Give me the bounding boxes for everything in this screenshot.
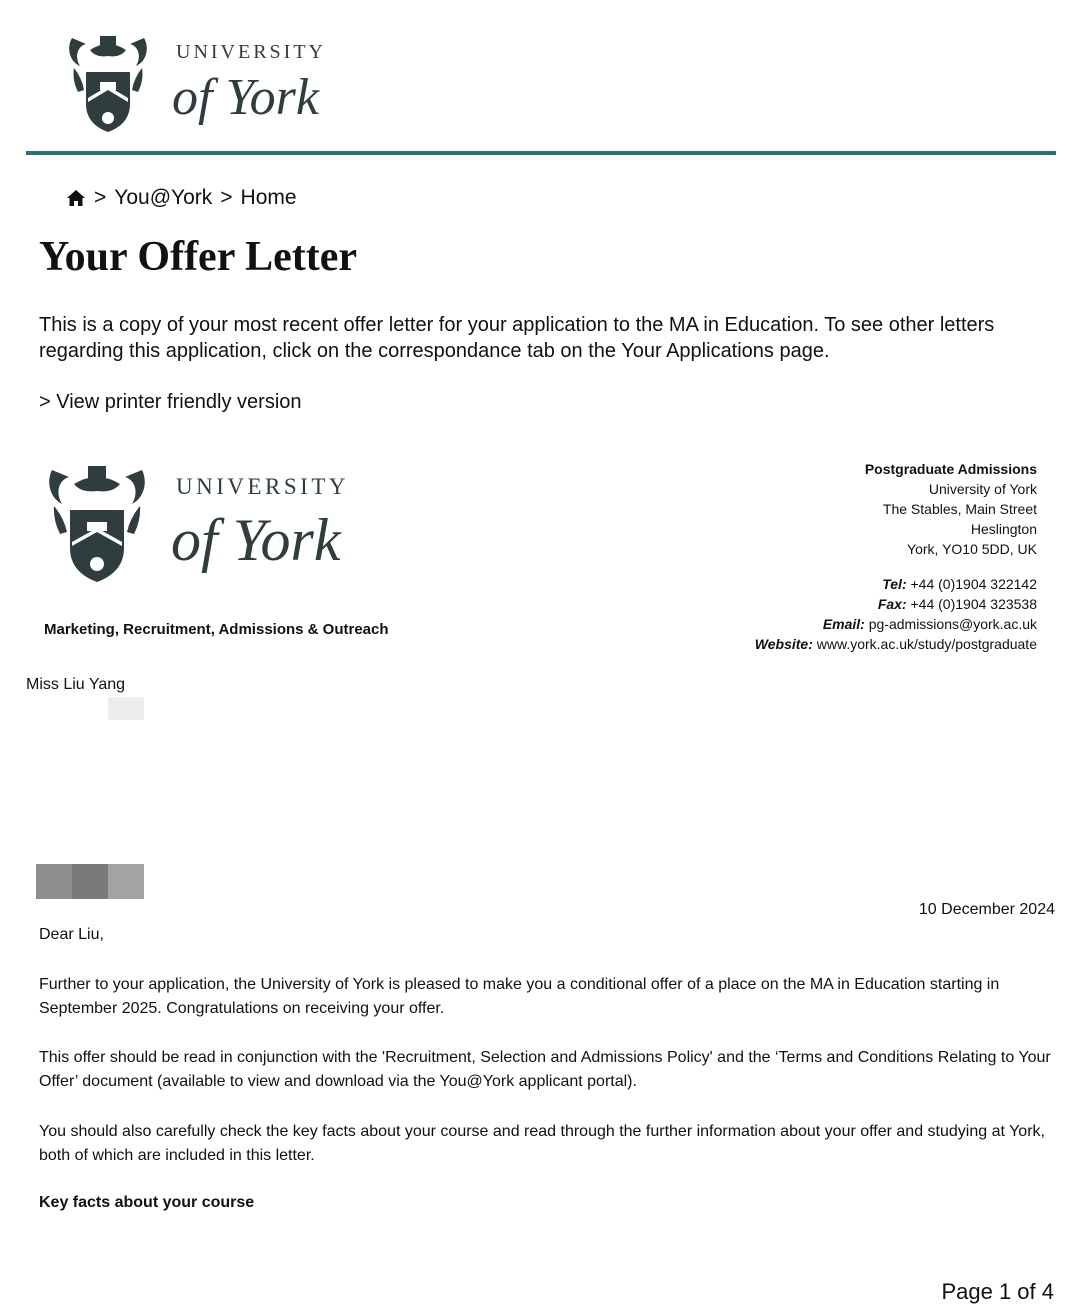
address-line: University of York bbox=[928, 481, 1037, 497]
svg-text:UNIVERSITY: UNIVERSITY bbox=[176, 474, 349, 499]
fax-value: +44 (0)1904 323538 bbox=[910, 596, 1037, 612]
letter-paragraph: Further to your application, the University of York is pleased to make you a conditional offer of a place on the MA in Education starting in September 2025. Congratulations on receiving your offer. bbox=[39, 976, 1000, 1017]
page-number: Page 1 of 4 bbox=[941, 1279, 1054, 1304]
breadcrumb-separator: > bbox=[94, 186, 107, 209]
breadcrumb-you-at-york[interactable]: You@York bbox=[114, 186, 213, 209]
letter-university-logo bbox=[44, 458, 364, 586]
intro-text: This is a copy of your most recent offer letter for your application to the MA in Education. To see other letters regarding this application, click on the correspondance tab on the Your Applications page. bbox=[39, 314, 995, 362]
address-line: The Stables, Main Street bbox=[882, 501, 1037, 517]
sender-address bbox=[865, 459, 1037, 559]
email-value[interactable]: pg-admissions@york.ac.uk bbox=[868, 616, 1037, 632]
svg-text:UNIVERSITY: UNIVERSITY bbox=[176, 41, 326, 63]
breadcrumb-separator: > bbox=[220, 186, 233, 209]
address-line: Heslington bbox=[970, 521, 1037, 537]
letter-paragraph: You should also carefully check the key facts about your course and read through the further information about your offer and studying at York, both of which are included in this letter. bbox=[39, 1123, 1045, 1164]
salutation: Dear Liu, bbox=[39, 926, 104, 943]
email-label: Email: bbox=[822, 616, 865, 632]
printer-friendly-link[interactable]: > View printer friendly version bbox=[39, 391, 302, 413]
office-name: Postgraduate Admissions bbox=[864, 461, 1037, 477]
breadcrumb-home[interactable]: Home bbox=[240, 186, 297, 209]
website-row bbox=[755, 634, 1037, 654]
home-icon[interactable] bbox=[66, 189, 86, 207]
fax-label: Fax: bbox=[877, 596, 907, 612]
letter-date: 10 December 2024 bbox=[918, 901, 1055, 918]
department-name: Marketing, Recruitment, Admissions & Outreach bbox=[44, 621, 389, 638]
tel-value: +44 (0)1904 322142 bbox=[910, 576, 1037, 592]
tel-row bbox=[755, 574, 1037, 594]
breadcrumb bbox=[66, 186, 297, 210]
website-label: Website: bbox=[754, 636, 813, 652]
svg-text:of York: of York bbox=[172, 69, 319, 126]
tel-label: Tel: bbox=[882, 576, 907, 592]
redaction-block bbox=[108, 697, 144, 720]
fax-row bbox=[755, 594, 1037, 614]
recipient-name: Miss Liu Yang bbox=[26, 676, 126, 693]
email-row bbox=[755, 614, 1037, 634]
letter-paragraph: This offer should be read in conjunction with the 'Recruitment, Selection and Admissions Policy' and the ‘Terms and Conditions Relating to Your Offer’ document (available to view and download via the You@York applicant portal). bbox=[39, 1049, 1051, 1090]
university-logo[interactable] bbox=[64, 28, 344, 136]
page-title: Your Offer Letter bbox=[39, 234, 357, 280]
key-facts-heading: Key facts about your course bbox=[39, 1194, 255, 1211]
header-rule bbox=[26, 151, 1056, 155]
redaction-block bbox=[36, 864, 144, 899]
address-line: York, YO10 5DD, UK bbox=[907, 541, 1037, 557]
sender-contacts bbox=[755, 574, 1037, 654]
website-value[interactable]: www.york.ac.uk/study/postgraduate bbox=[816, 636, 1037, 652]
svg-text:of York: of York bbox=[171, 507, 341, 573]
